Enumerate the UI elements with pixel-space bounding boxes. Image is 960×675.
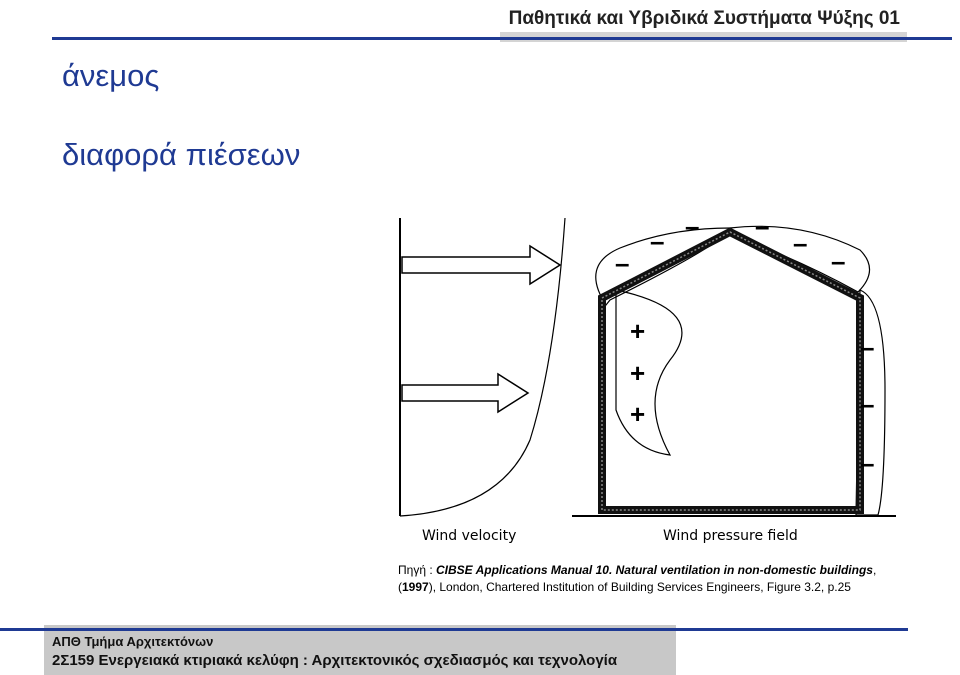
wind-pressure-diagram <box>380 210 920 555</box>
minus-sign-leeward-3: – <box>860 448 875 478</box>
plus-sign-2: + <box>630 358 646 388</box>
plus-sign-3: + <box>630 399 646 429</box>
plus-sign-1: + <box>630 316 646 346</box>
windward-positive-zone <box>616 290 682 455</box>
footer-department: ΑΠΘ Τμήμα Αρχιτεκτόνων <box>52 634 214 649</box>
velocity-arrow-upper <box>402 246 560 284</box>
caption-year: 1997 <box>402 580 429 594</box>
caption-comma: , <box>872 563 877 577</box>
header-rule <box>52 37 952 40</box>
minus-sign-roof-1: – <box>615 248 630 278</box>
minus-sign-roof-2: – <box>650 226 665 256</box>
wind-pressure-field-label: Wind pressure field <box>663 528 798 544</box>
velocity-arrow-lower <box>402 374 528 412</box>
header-title: Παθητικά και Υβριδικά Συστήματα Ψύξης 01 <box>508 8 900 29</box>
wind-velocity-label: Wind velocity <box>422 528 517 544</box>
slide-heading-pressure-difference: διαφορά πιέσεων <box>62 137 301 172</box>
footer-course-title: 2Σ159 Ενεργειακά κτιριακά κελύφη : Αρχιτεκτονικός σχεδιασμός και τεχνολογία <box>52 652 618 669</box>
slide-heading-wind: άνεμος <box>62 58 160 93</box>
minus-sign-roof-4: – <box>755 211 770 241</box>
minus-sign-roof-3: – <box>685 211 700 241</box>
figure-caption <box>398 562 918 596</box>
caption-prefix: Πηγή : <box>398 563 437 577</box>
caption-source-title: CIBSE Applications Manual 10. Natural ventilation in non-domestic buildings <box>436 563 873 577</box>
minus-sign-leeward-2: – <box>860 389 875 419</box>
minus-sign-roof-5: – <box>793 228 808 258</box>
caption-year-open: ( <box>398 580 402 594</box>
footer-rule <box>0 628 908 631</box>
minus-sign-roof-6: – <box>831 246 846 276</box>
caption-year-rest: ), London, Chartered Institution of Building Services Engineers, Figure 3.2, p.25 <box>428 580 851 594</box>
minus-sign-leeward-1: – <box>860 332 875 362</box>
